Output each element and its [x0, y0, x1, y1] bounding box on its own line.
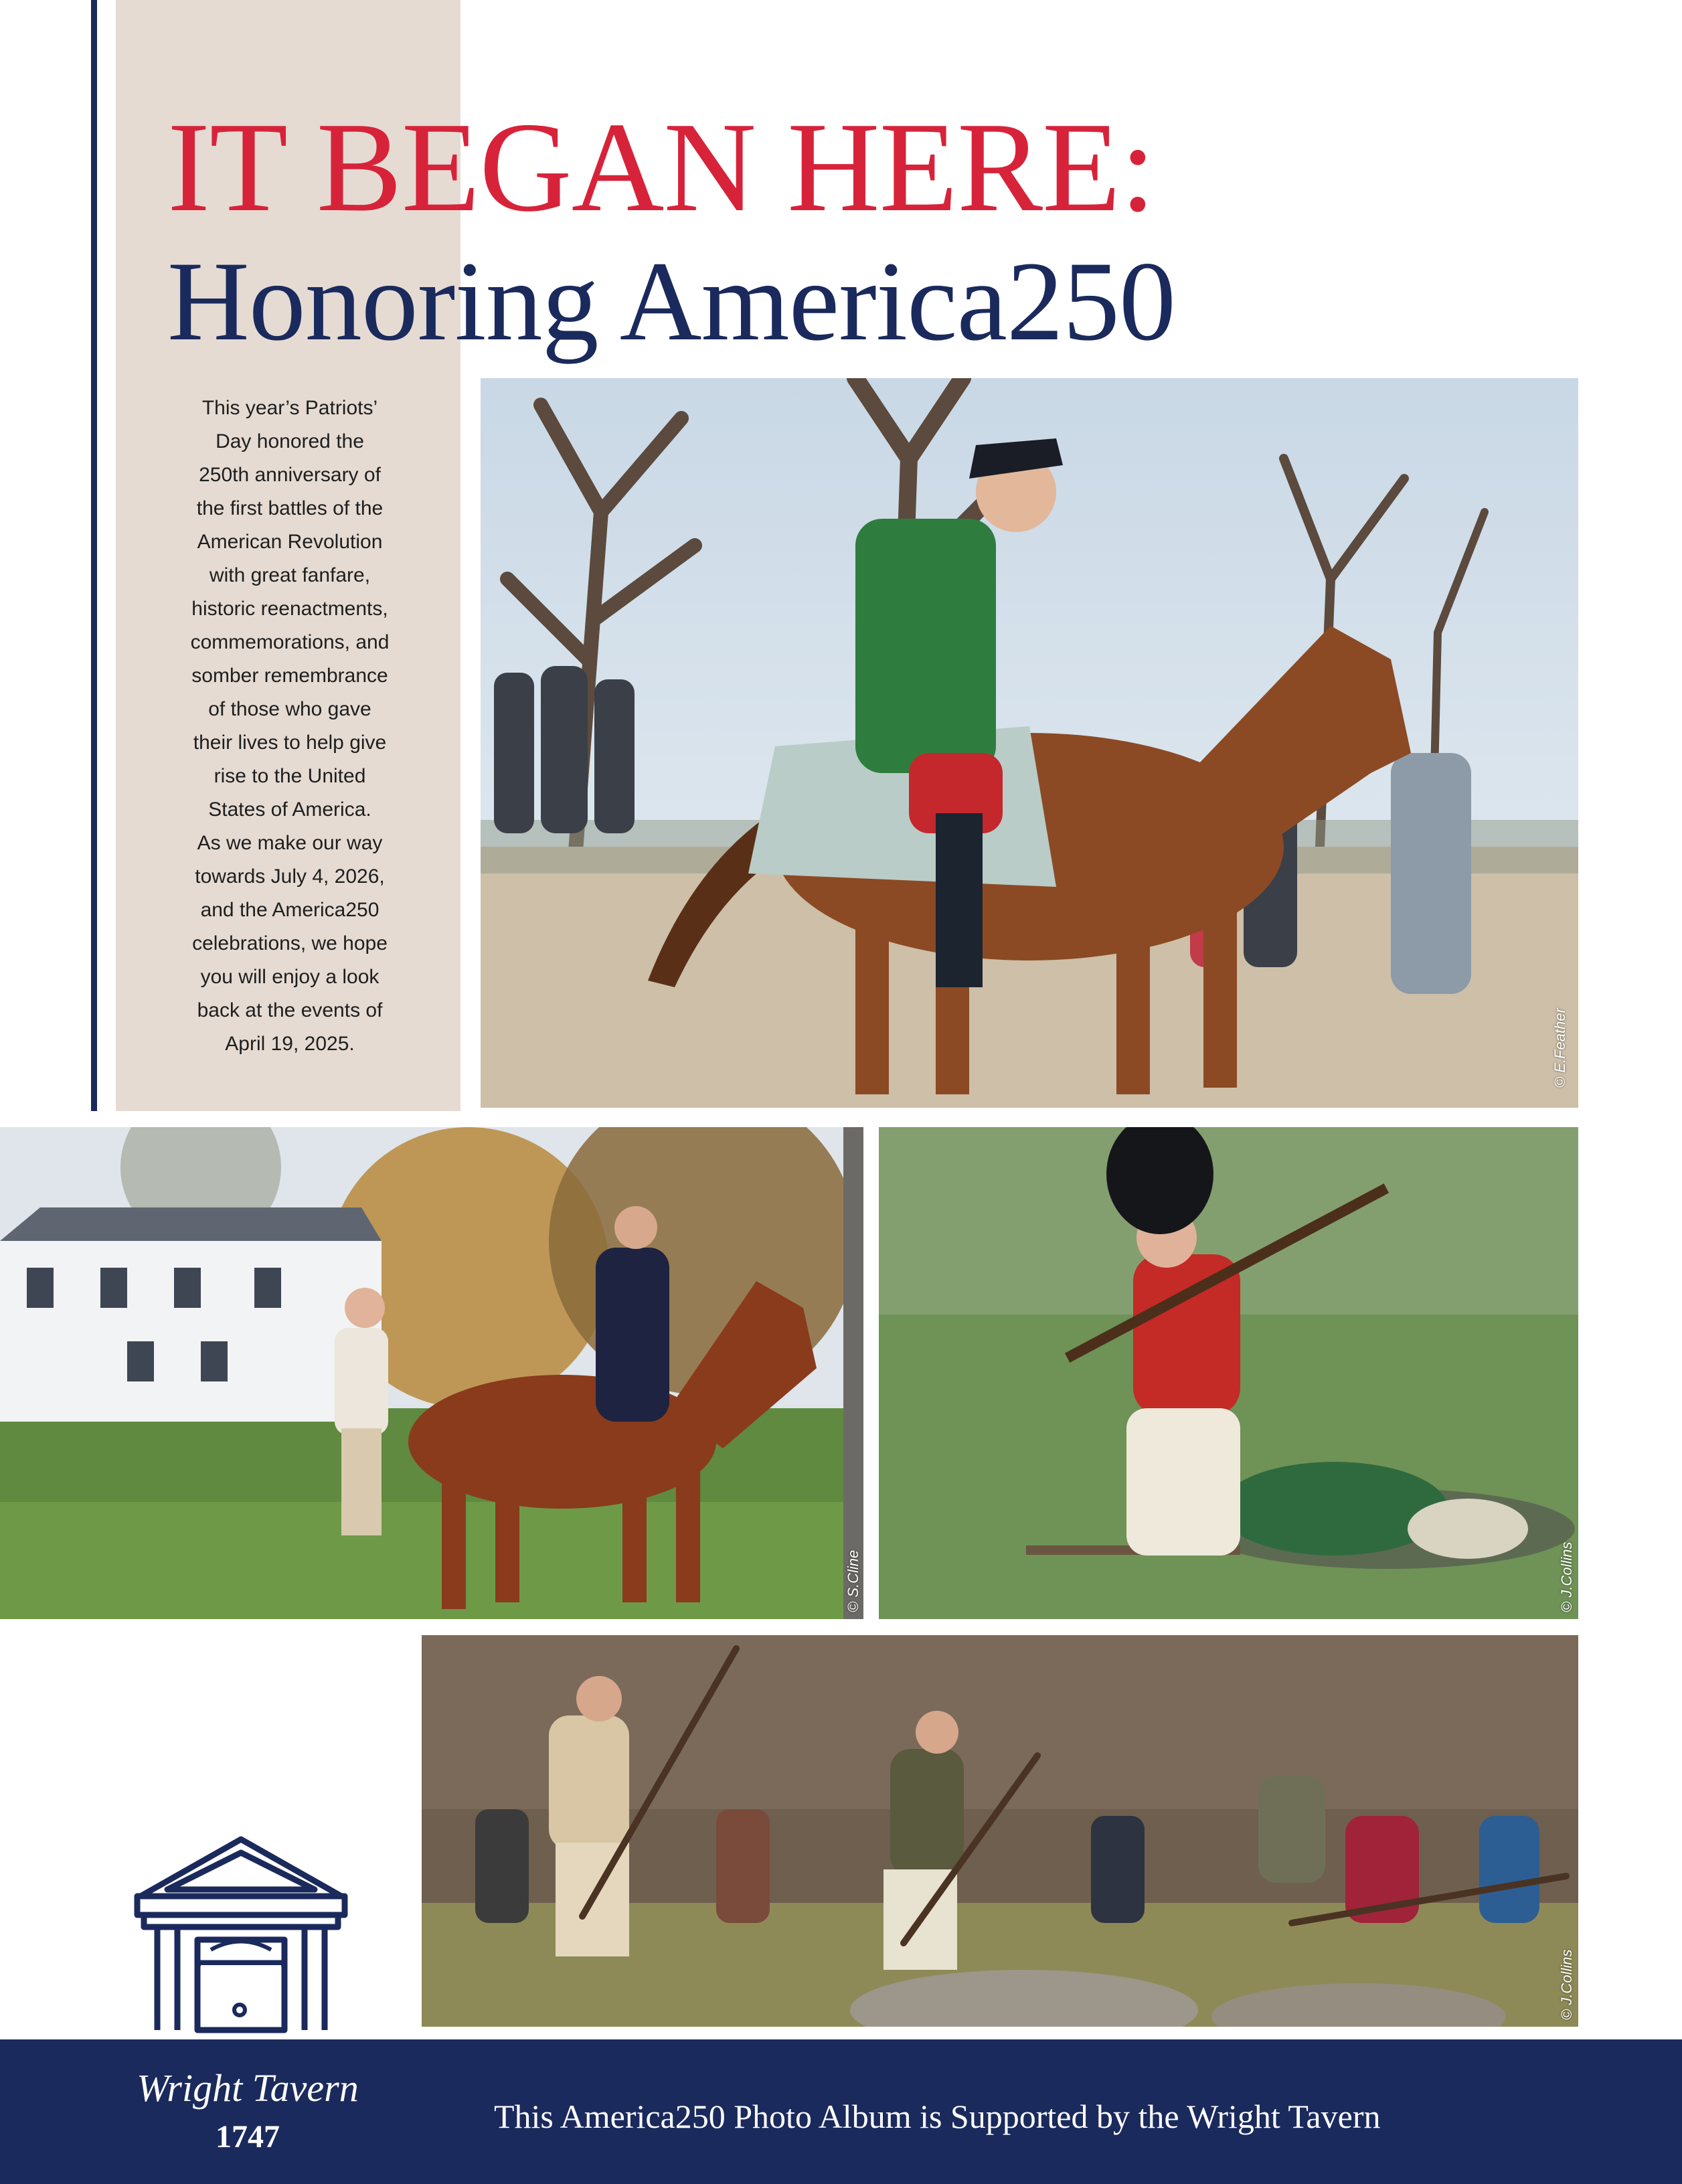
- intro-line: April 19, 2025.: [225, 1033, 355, 1055]
- tavern-building-icon: [127, 1833, 355, 2033]
- intro-line: Day honored the: [216, 430, 364, 452]
- photo-credit-redcoat: © J.Collins: [1558, 1541, 1575, 1612]
- house-rider-image: [0, 1127, 863, 1619]
- battle-photo: [422, 1635, 1578, 2027]
- left-divider-rule: [91, 0, 97, 1111]
- footer-brand-name: Wright Tavern: [137, 2066, 359, 2110]
- intro-paragraph: [149, 392, 430, 1061]
- intro-line: you will enjoy a look: [200, 966, 380, 988]
- house-rider-photo: [0, 1127, 863, 1619]
- intro-line: 250th anniversary of: [199, 464, 381, 486]
- wright-tavern-building-logo: [127, 1833, 355, 2033]
- headline-line-1: IT BEGAN HERE:: [167, 96, 1155, 238]
- intro-line: historic reenactments,: [191, 598, 388, 620]
- battle-image: [422, 1635, 1578, 2027]
- intro-line: celebrations, we hope: [192, 932, 388, 954]
- intro-line: and the America250: [200, 899, 380, 921]
- horse-rider-image: [481, 378, 1578, 1108]
- headline-line-2: Honoring America250: [167, 238, 1175, 364]
- horse-rider-photo: [481, 378, 1578, 1108]
- redcoat-image: [879, 1127, 1578, 1619]
- intro-line: States of America.: [208, 799, 371, 821]
- intro-line: the first battles of the: [196, 497, 384, 519]
- intro-line: rise to the United: [214, 765, 366, 787]
- intro-line: with great fanfare,: [209, 564, 371, 586]
- intro-line: of those who gave: [208, 698, 371, 720]
- footer-brand-year: 1747: [216, 2119, 280, 2155]
- photo-credit-battle: © J.Collins: [1558, 1949, 1575, 2020]
- photo-credit-rider: © E.Feather: [1551, 1008, 1568, 1088]
- redcoat-photo: [879, 1127, 1578, 1619]
- intro-line: commemorations, and: [190, 631, 390, 653]
- footer-tagline: This America250 Photo Album is Supported by the Wright Tavern: [494, 2098, 1381, 2135]
- intro-line: their lives to help give: [193, 732, 387, 754]
- intro-line: As we make our way: [197, 832, 383, 854]
- photo-credit-house: © S.Cline: [845, 1549, 861, 1612]
- intro-line: towards July 4, 2026,: [195, 865, 385, 888]
- footer-brand: [114, 2065, 382, 2157]
- intro-line: somber remembrance: [191, 665, 388, 687]
- intro-line: This year’s Patriots’: [201, 397, 378, 419]
- intro-line: American Revolution: [197, 531, 383, 553]
- intro-line: back at the events of: [197, 999, 383, 1021]
